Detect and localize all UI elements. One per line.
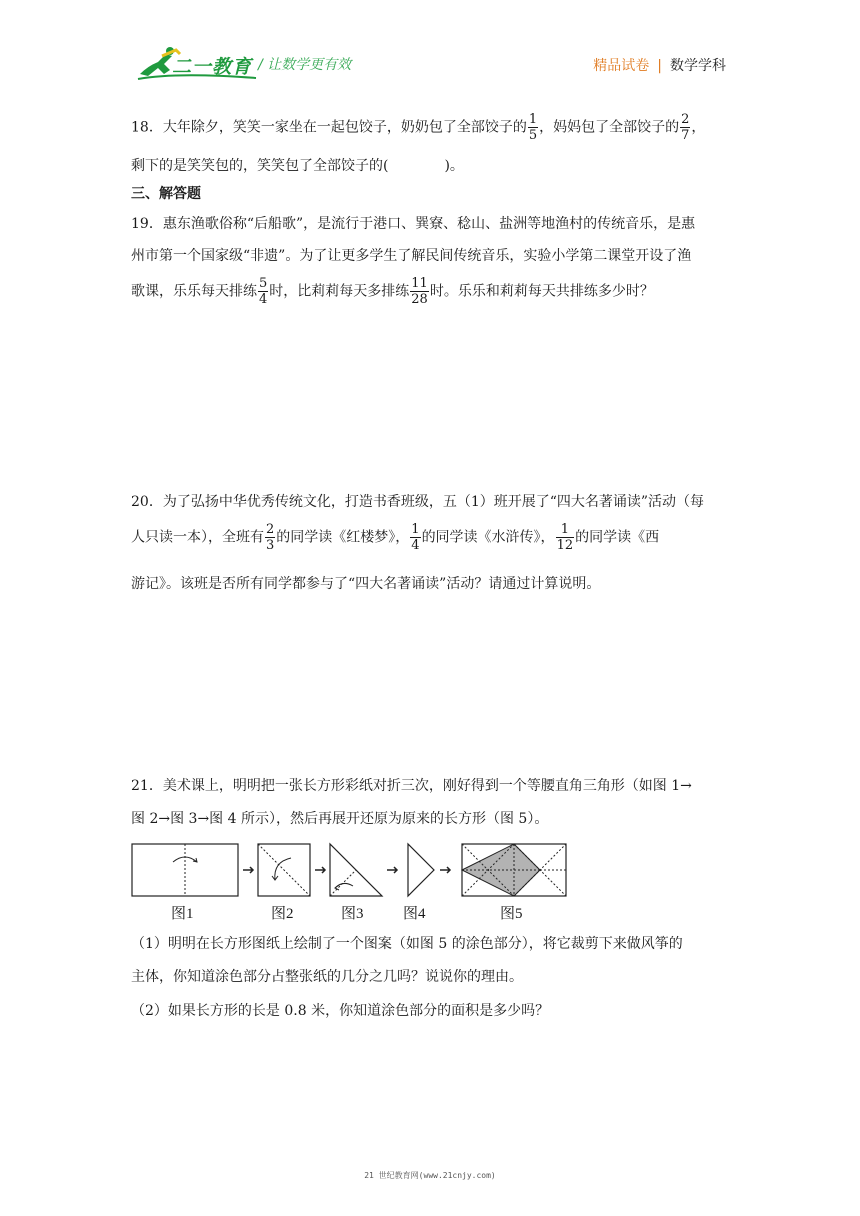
folding-diagram (131, 840, 571, 902)
fig-label-4: 图4 (403, 906, 426, 922)
fig-label-1: 图1 (171, 906, 194, 922)
arrow-1 (243, 867, 253, 873)
header-right (593, 55, 726, 75)
q19-line1: 19．惠东渔歌俗称“后船歌”，是流行于港口、巽寮、稔山、盐洲等地渔村的传统音乐，是惠 (131, 216, 696, 232)
header-label-exam: 精品试卷 (593, 58, 650, 74)
q21-sub1-line1: （1）明明在长方形图纸上绘制了一个图案（如图 5 的涂色部分），将它裁剪下来做风筝的 (131, 936, 683, 952)
q20-text-b: 的同学读《红楼梦》， (276, 529, 410, 546)
fraction-numerator: 1 (528, 112, 538, 127)
q19-fraction-2 (410, 276, 429, 307)
q20-fraction-2 (410, 522, 420, 553)
q19-fraction-1 (258, 276, 268, 307)
fig-label-3: 图3 (341, 906, 364, 922)
logo-text: 二一教育 (172, 56, 253, 78)
page-footer: 21 世纪教育网(www.21cnjy.com) (364, 1171, 496, 1180)
arrow-3 (387, 867, 397, 873)
fraction-denominator: 4 (259, 292, 268, 307)
fraction-denominator: 7 (681, 128, 690, 143)
q19-line3 (131, 276, 731, 307)
header-label-subject: 数学学科 (670, 58, 726, 74)
section-heading: 三、解答题 (131, 186, 201, 202)
fraction-denominator: 4 (411, 538, 420, 553)
fraction-numerator: 2 (681, 112, 690, 127)
fraction-denominator: 12 (556, 538, 574, 553)
fig-label-5: 图5 (500, 906, 523, 922)
fraction-denominator: 5 (528, 128, 538, 143)
q20-text-a: 人只读一本），全班有 (131, 529, 264, 546)
arrow-2 (315, 867, 325, 873)
fraction-numerator: 11 (411, 276, 428, 291)
q18-text-b: ，妈妈包了全部饺子的 (539, 119, 680, 136)
q20-fraction-1 (265, 522, 275, 553)
q20-line2 (131, 522, 731, 553)
q20-fraction-3 (556, 522, 575, 553)
q19-text-a: 歌课，乐乐每天排练 (131, 283, 257, 300)
fraction-denominator: 3 (266, 538, 275, 553)
fig4-triangle (408, 844, 434, 896)
fig5-shaded-kite (462, 844, 540, 896)
page-header (0, 0, 860, 90)
q18-fraction-1 (528, 112, 538, 143)
q18-line2: 剩下的是笑笑包的，笑笑包了全部饺子的( )。 (131, 158, 464, 174)
q21-line1: 21．美术课上，明明把一张长方形彩纸对折三次，刚好得到一个等腰直角三角形（如图 1→ (131, 778, 692, 794)
fraction-numerator: 2 (266, 522, 275, 537)
header-slogan: / 让数学更有效 (258, 57, 352, 73)
fraction-numerator: 1 (411, 522, 420, 537)
header-separator: | (657, 58, 662, 74)
q18-fraction-2 (680, 112, 690, 143)
q21-sub2: （2）如果长方形的长是 0.8 米，你知道涂色部分的面积是多少吗？ (131, 1003, 550, 1019)
q18-text-a: 18．大年除夕，笑笑一家坐在一起包饺子，奶奶包了全部饺子的 (131, 119, 527, 136)
q21-sub1-line2: 主体，你知道涂色部分占整张纸的几分之几吗？说说你的理由。 (131, 969, 523, 985)
q20-line3: 游记》。该班是否所有同学都参与了“四大名著诵读”活动？请通过计算说明。 (131, 576, 601, 592)
q19-text-b: 时，比莉莉每天多排练 (269, 283, 410, 300)
q20-text-d: 的同学读《西 (575, 529, 660, 546)
q18-line1 (131, 112, 731, 143)
q19-line2: 州市第一个国家级“非遗”。为了让更多学生了解民间传统音乐，实验小学第二课堂开设了渔 (131, 248, 692, 264)
q21-line2: 图 2→图 3→图 4 所示），然后再展开还原为原来的长方形（图 5）。 (131, 811, 549, 827)
folding-figure (131, 840, 571, 924)
q18-text-c: ， (691, 119, 706, 136)
fraction-denominator: 28 (411, 292, 428, 307)
fig-label-2: 图2 (271, 906, 294, 922)
arrow-4 (440, 867, 450, 873)
fraction-numerator: 5 (259, 276, 268, 291)
q19-text-c: 时。乐乐和莉莉每天共排练多少时？ (429, 283, 654, 300)
q20-text-c: 的同学读《水浒传》， (421, 529, 555, 546)
fraction-numerator: 1 (556, 522, 575, 538)
q20-line1: 20．为了弘扬中华优秀传统文化，打造书香班级，五（1）班开展了“四大名著诵读”活动（每 (131, 494, 705, 510)
